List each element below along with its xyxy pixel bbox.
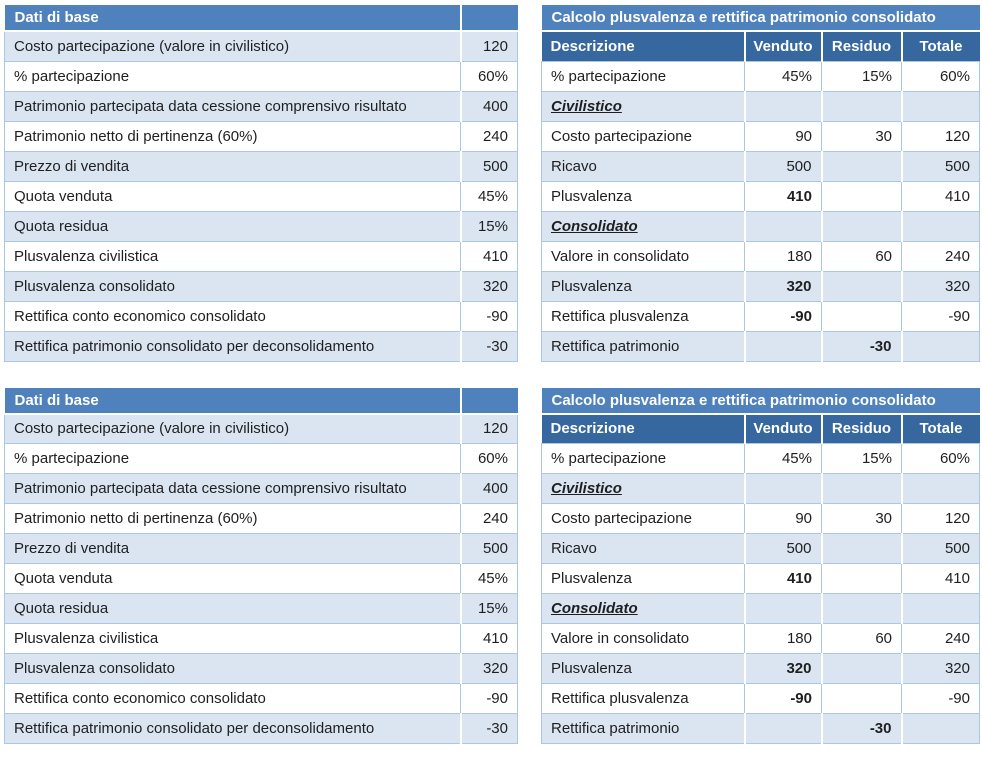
cell-totale: -90 [902,684,980,714]
cell-totale: 60% [902,61,980,91]
table-row [542,504,980,534]
table-title-row [542,5,980,31]
cell-venduto: 320 [745,271,822,301]
row-value: 410 [461,241,518,271]
row-value: 45% [461,564,518,594]
cell-residuo: 30 [822,504,902,534]
row-label: Quota residua [5,594,461,624]
row-label: Plusvalenza civilistica [5,241,461,271]
table-title-row [542,388,980,414]
row-label: % partecipazione [5,444,461,474]
table-row [5,534,518,564]
table-row [542,151,980,181]
cell-residuo [822,594,902,624]
table-title: Calcolo plusvalenza e rettifica patrimonio consolidato [542,5,980,31]
row-label: Valore in consolidato [542,241,745,271]
row-label: Patrimonio partecipata data cessione comprensivo risultato [5,474,461,504]
cell-totale: 410 [902,564,980,594]
row-label: Rettifica conto economico consolidato [5,301,461,331]
cell-venduto [745,474,822,504]
dati-di-base-table [4,5,518,362]
section-top [4,5,982,362]
table-title-row [5,5,518,31]
row-value: 400 [461,474,518,504]
section-label: Civilistico [542,91,745,121]
cell-residuo: 60 [822,624,902,654]
section-label: Consolidato [542,594,745,624]
cell-totale [902,714,980,744]
cell-residuo: 30 [822,121,902,151]
row-value: 120 [461,414,518,444]
table-row [5,301,518,331]
table-title: Dati di base [5,388,461,414]
row-value: -90 [461,684,518,714]
cell-totale: 320 [902,271,980,301]
table-row [5,151,518,181]
row-label: Prezzo di vendita [5,534,461,564]
table-section-row [542,474,980,504]
column-header-totale: Totale [902,31,980,61]
cell-venduto: 45% [745,444,822,474]
row-label: Patrimonio netto di pertinenza (60%) [5,504,461,534]
table-title-spacer [461,5,518,31]
table-row [5,624,518,654]
row-label: Ricavo [542,151,745,181]
column-header-descrizione: Descrizione [542,31,745,61]
row-value: 320 [461,271,518,301]
cell-totale: 60% [902,444,980,474]
table-row [5,684,518,714]
row-value: -30 [461,331,518,361]
row-label: Quota residua [5,211,461,241]
row-label: Rettifica patrimonio [542,714,745,744]
row-label: Patrimonio partecipata data cessione comprensivo risultato [5,91,461,121]
cell-totale: 500 [902,534,980,564]
table-row [5,181,518,211]
cell-residuo [822,211,902,241]
cell-totale: 500 [902,151,980,181]
row-label: Quota venduta [5,181,461,211]
row-label: Plusvalenza [542,271,745,301]
column-header-residuo: Residuo [822,31,902,61]
row-label: Ricavo [542,534,745,564]
table-header-row [542,414,980,444]
cell-venduto: 410 [745,564,822,594]
cell-venduto: 180 [745,241,822,271]
cell-venduto [745,211,822,241]
row-label: Quota venduta [5,564,461,594]
table-row [5,271,518,301]
table-row [542,61,980,91]
cell-residuo: 15% [822,444,902,474]
cell-venduto: -90 [745,684,822,714]
cell-residuo: -30 [822,714,902,744]
row-label: Rettifica plusvalenza [542,301,745,331]
table-row [542,564,980,594]
cell-venduto: 90 [745,504,822,534]
cell-residuo [822,151,902,181]
cell-totale: -90 [902,301,980,331]
row-value: -90 [461,301,518,331]
cell-residuo [822,474,902,504]
table-row [542,684,980,714]
table-row [5,504,518,534]
cell-totale [902,594,980,624]
column-header-totale: Totale [902,414,980,444]
row-value: 15% [461,594,518,624]
table-row [542,271,980,301]
table-row [542,654,980,684]
section-label: Consolidato [542,211,745,241]
row-value: 500 [461,534,518,564]
cell-residuo [822,271,902,301]
cell-totale [902,331,980,361]
row-value: 240 [461,504,518,534]
cell-residuo [822,684,902,714]
cell-residuo [822,534,902,564]
section-label: Civilistico [542,474,745,504]
cell-venduto: 500 [745,534,822,564]
row-label: Plusvalenza civilistica [5,624,461,654]
cell-residuo [822,91,902,121]
row-value: 60% [461,61,518,91]
cell-residuo: 60 [822,241,902,271]
table-row [5,211,518,241]
table-row [542,241,980,271]
cell-totale: 120 [902,504,980,534]
cell-totale: 320 [902,654,980,684]
table-row [542,181,980,211]
row-label: Rettifica patrimonio consolidato per deconsolidamento [5,714,461,744]
cell-residuo: 15% [822,61,902,91]
row-label: Plusvalenza [542,181,745,211]
table-row [5,31,518,61]
cell-venduto: 180 [745,624,822,654]
row-label: % partecipazione [542,61,745,91]
row-value: 410 [461,624,518,654]
row-value: 500 [461,151,518,181]
cell-totale: 240 [902,624,980,654]
table-row [5,564,518,594]
cell-totale [902,211,980,241]
column-header-venduto: Venduto [745,31,822,61]
row-value: 15% [461,211,518,241]
table-row [5,414,518,444]
table-row [542,714,980,744]
cell-residuo [822,301,902,331]
cell-venduto [745,594,822,624]
row-value: -30 [461,714,518,744]
column-header-venduto: Venduto [745,414,822,444]
cell-venduto: 410 [745,181,822,211]
row-label: Plusvalenza [542,654,745,684]
row-value: 120 [461,31,518,61]
table-section-row [542,211,980,241]
row-label: Plusvalenza consolidato [5,654,461,684]
table-row [542,331,980,361]
cell-venduto: -90 [745,301,822,331]
row-label: Plusvalenza [542,564,745,594]
table-row [5,474,518,504]
table-title: Calcolo plusvalenza e rettifica patrimonio consolidato [542,388,980,414]
cell-venduto: 500 [745,151,822,181]
row-label: Costo partecipazione (valore in civilistico) [5,414,461,444]
cell-totale: 120 [902,121,980,151]
column-header-residuo: Residuo [822,414,902,444]
table-row [5,444,518,474]
cell-venduto: 45% [745,61,822,91]
row-label: % partecipazione [542,444,745,474]
cell-totale: 410 [902,181,980,211]
cell-venduto: 320 [745,654,822,684]
table-row [542,121,980,151]
cell-venduto: 90 [745,121,822,151]
row-label: Plusvalenza consolidato [5,271,461,301]
cell-totale [902,91,980,121]
cell-residuo: -30 [822,331,902,361]
table-row [5,241,518,271]
table-row [542,534,980,564]
cell-venduto [745,714,822,744]
row-value: 45% [461,181,518,211]
section-bottom [4,388,982,745]
row-label: Rettifica patrimonio [542,331,745,361]
table-row [5,654,518,684]
row-value: 60% [461,444,518,474]
row-label: Costo partecipazione (valore in civilistico) [5,31,461,61]
row-label: Prezzo di vendita [5,151,461,181]
row-label: Rettifica patrimonio consolidato per deconsolidamento [5,331,461,361]
column-header-descrizione: Descrizione [542,414,745,444]
calcolo-plusvalenza-table-copy [541,388,980,745]
row-label: Rettifica plusvalenza [542,684,745,714]
table-row [542,301,980,331]
row-label: Rettifica conto economico consolidato [5,684,461,714]
table-row [5,61,518,91]
row-label: % partecipazione [5,61,461,91]
table-row [542,624,980,654]
row-label: Costo partecipazione [542,121,745,151]
table-row [5,91,518,121]
row-value: 320 [461,654,518,684]
table-section-row [542,594,980,624]
table-header-row [542,31,980,61]
table-title-spacer [461,388,518,414]
table-row [5,594,518,624]
table-section-row [542,91,980,121]
table-title: Dati di base [5,5,461,31]
cell-totale: 240 [902,241,980,271]
row-value: 240 [461,121,518,151]
calcolo-plusvalenza-table [541,5,980,362]
row-value: 400 [461,91,518,121]
cell-residuo [822,564,902,594]
cell-residuo [822,654,902,684]
row-label: Costo partecipazione [542,504,745,534]
dati-di-base-table-copy [4,388,518,745]
row-label: Valore in consolidato [542,624,745,654]
cell-venduto [745,91,822,121]
cell-venduto [745,331,822,361]
table-row [5,714,518,744]
row-label: Patrimonio netto di pertinenza (60%) [5,121,461,151]
table-row [542,444,980,474]
cell-totale [902,474,980,504]
table-row [5,331,518,361]
cell-residuo [822,181,902,211]
table-title-row [5,388,518,414]
table-row [5,121,518,151]
